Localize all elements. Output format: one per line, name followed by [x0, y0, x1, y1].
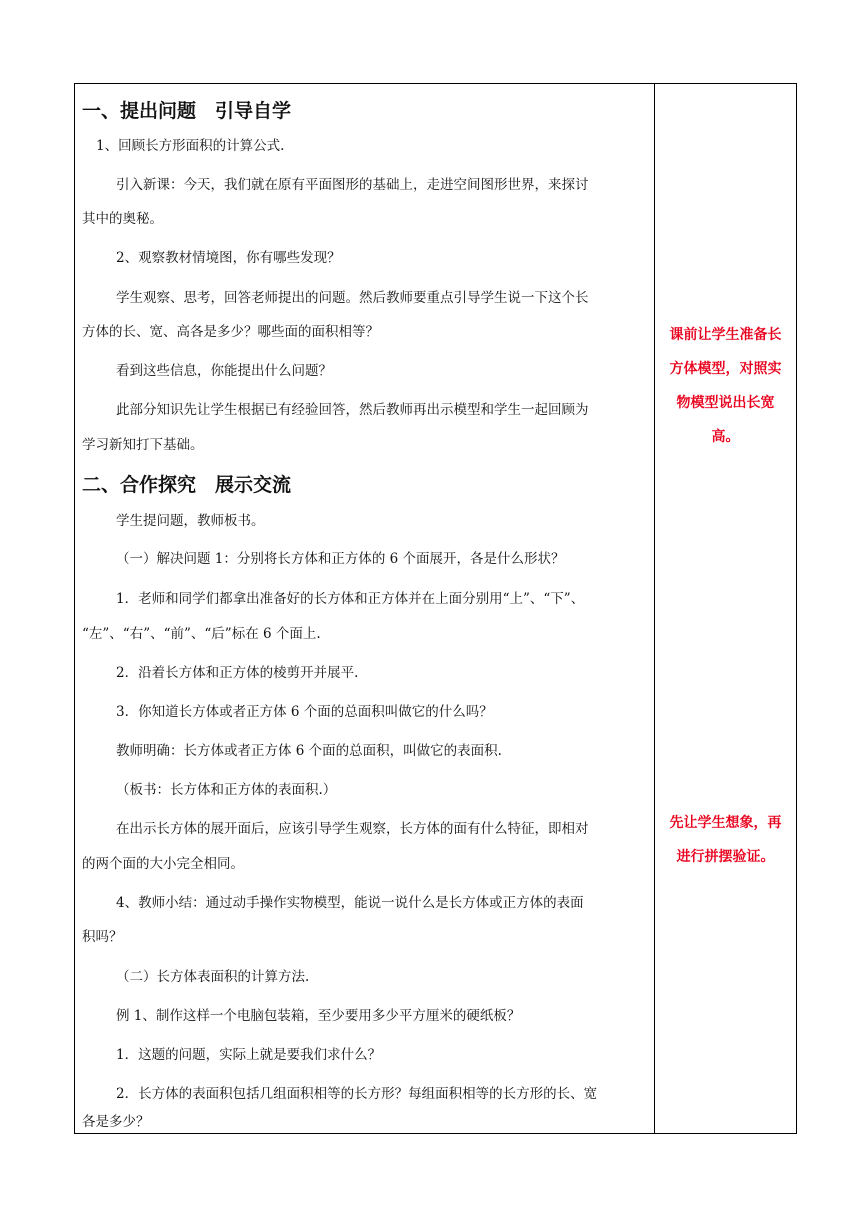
s2-line-6: 3．你知道长方体或者正方体 6 个面的总面积叫做它的什么吗？ — [116, 704, 493, 720]
s2-line-3: 1．老师和同学们都拿出准备好的长方体和正方体并在上面分别用“上”、“下”、 — [116, 591, 585, 607]
s2-line-15: 1．这题的问题，实际上就是要我们求什么？ — [116, 1047, 382, 1063]
s2-line-9: 在出示长方体的展开面后，应该引导学生观察，长方体的面有什么特征，即相对 — [116, 821, 589, 837]
notes-column — [655, 84, 796, 1133]
main-column — [75, 84, 654, 1133]
s1-line-3: 其中的奥秘。 — [82, 211, 163, 227]
s1-line-5: 学生观察、思考，回答老师提出的问题。然后教师要重点引导学生说一下这个长 — [116, 290, 589, 306]
s1-line-4: 2、观察教材情境图，你有哪些发现？ — [116, 250, 341, 266]
s2-line-16: 2．长方体的表面积包括几组面积相等的长方形？每组面积相等的长方形的长、宽 — [116, 1086, 598, 1102]
note-block-2 — [655, 806, 796, 874]
s2-line-17: 各是多少？ — [82, 1114, 150, 1130]
note2-line-1: 先让学生想象，再 — [669, 815, 782, 831]
s2-line-13: （二）长方体表面积的计算方法. — [116, 969, 310, 985]
section2-heading: 二、合作探究 展示交流 — [82, 474, 292, 496]
note-block-1 — [655, 318, 796, 454]
s2-line-1: 学生提问题，教师板书。 — [116, 513, 265, 529]
note2-line-2: 进行拼摆验证。 — [676, 849, 775, 865]
note1-line-4: 高。 — [711, 429, 740, 445]
s1-line-6: 方体的长、宽、高各是多少？哪些面的面积相等？ — [82, 324, 379, 340]
s2-line-8: （板书：长方体和正方体的表面积.） — [116, 782, 337, 798]
s2-line-12: 积吗？ — [82, 929, 123, 945]
s1-line-2: 引入新课：今天，我们就在原有平面图形的基础上，走进空间图形世界，来探讨 — [116, 177, 589, 193]
s1-line-7: 看到这些信息，你能提出什么问题？ — [116, 363, 332, 379]
note1-line-1: 课前让学生准备长 — [669, 327, 782, 343]
s1-line-1: 1、回顾长方形面积的计算公式. — [96, 138, 285, 154]
s2-line-14: 例 1、制作这样一个电脑包装箱，至少要用多少平方厘米的硬纸板？ — [116, 1008, 521, 1024]
s1-line-9: 学习新知打下基础。 — [82, 437, 204, 453]
lesson-table — [74, 83, 797, 1134]
s2-line-10: 的两个面的大小完全相同。 — [82, 856, 244, 872]
s2-line-4: “左”、“右”、“前”、“后”标在 6 个面上. — [82, 626, 321, 642]
s2-line-2: （一）解决问题 1：分别将长方体和正方体的 6 个面展开，各是什么形状？ — [116, 551, 565, 567]
s1-line-8: 此部分知识先让学生根据已有经验回答，然后教师再出示模型和学生一起回顾为 — [116, 402, 589, 418]
section1-heading: 一、提出问题 引导自学 — [82, 100, 292, 122]
note1-line-3: 物模型说出长宽 — [676, 395, 775, 411]
s2-line-5: 2．沿着长方体和正方体的棱剪开并展平. — [116, 665, 359, 681]
s2-line-7: 教师明确：长方体或者正方体 6 个面的总面积，叫做它的表面积. — [116, 743, 502, 759]
note1-line-2: 方体模型，对照实 — [669, 361, 782, 377]
s2-line-11: 4、教师小结：通过动手操作实物模型，能说一说什么是长方体或正方体的表面 — [116, 895, 584, 911]
